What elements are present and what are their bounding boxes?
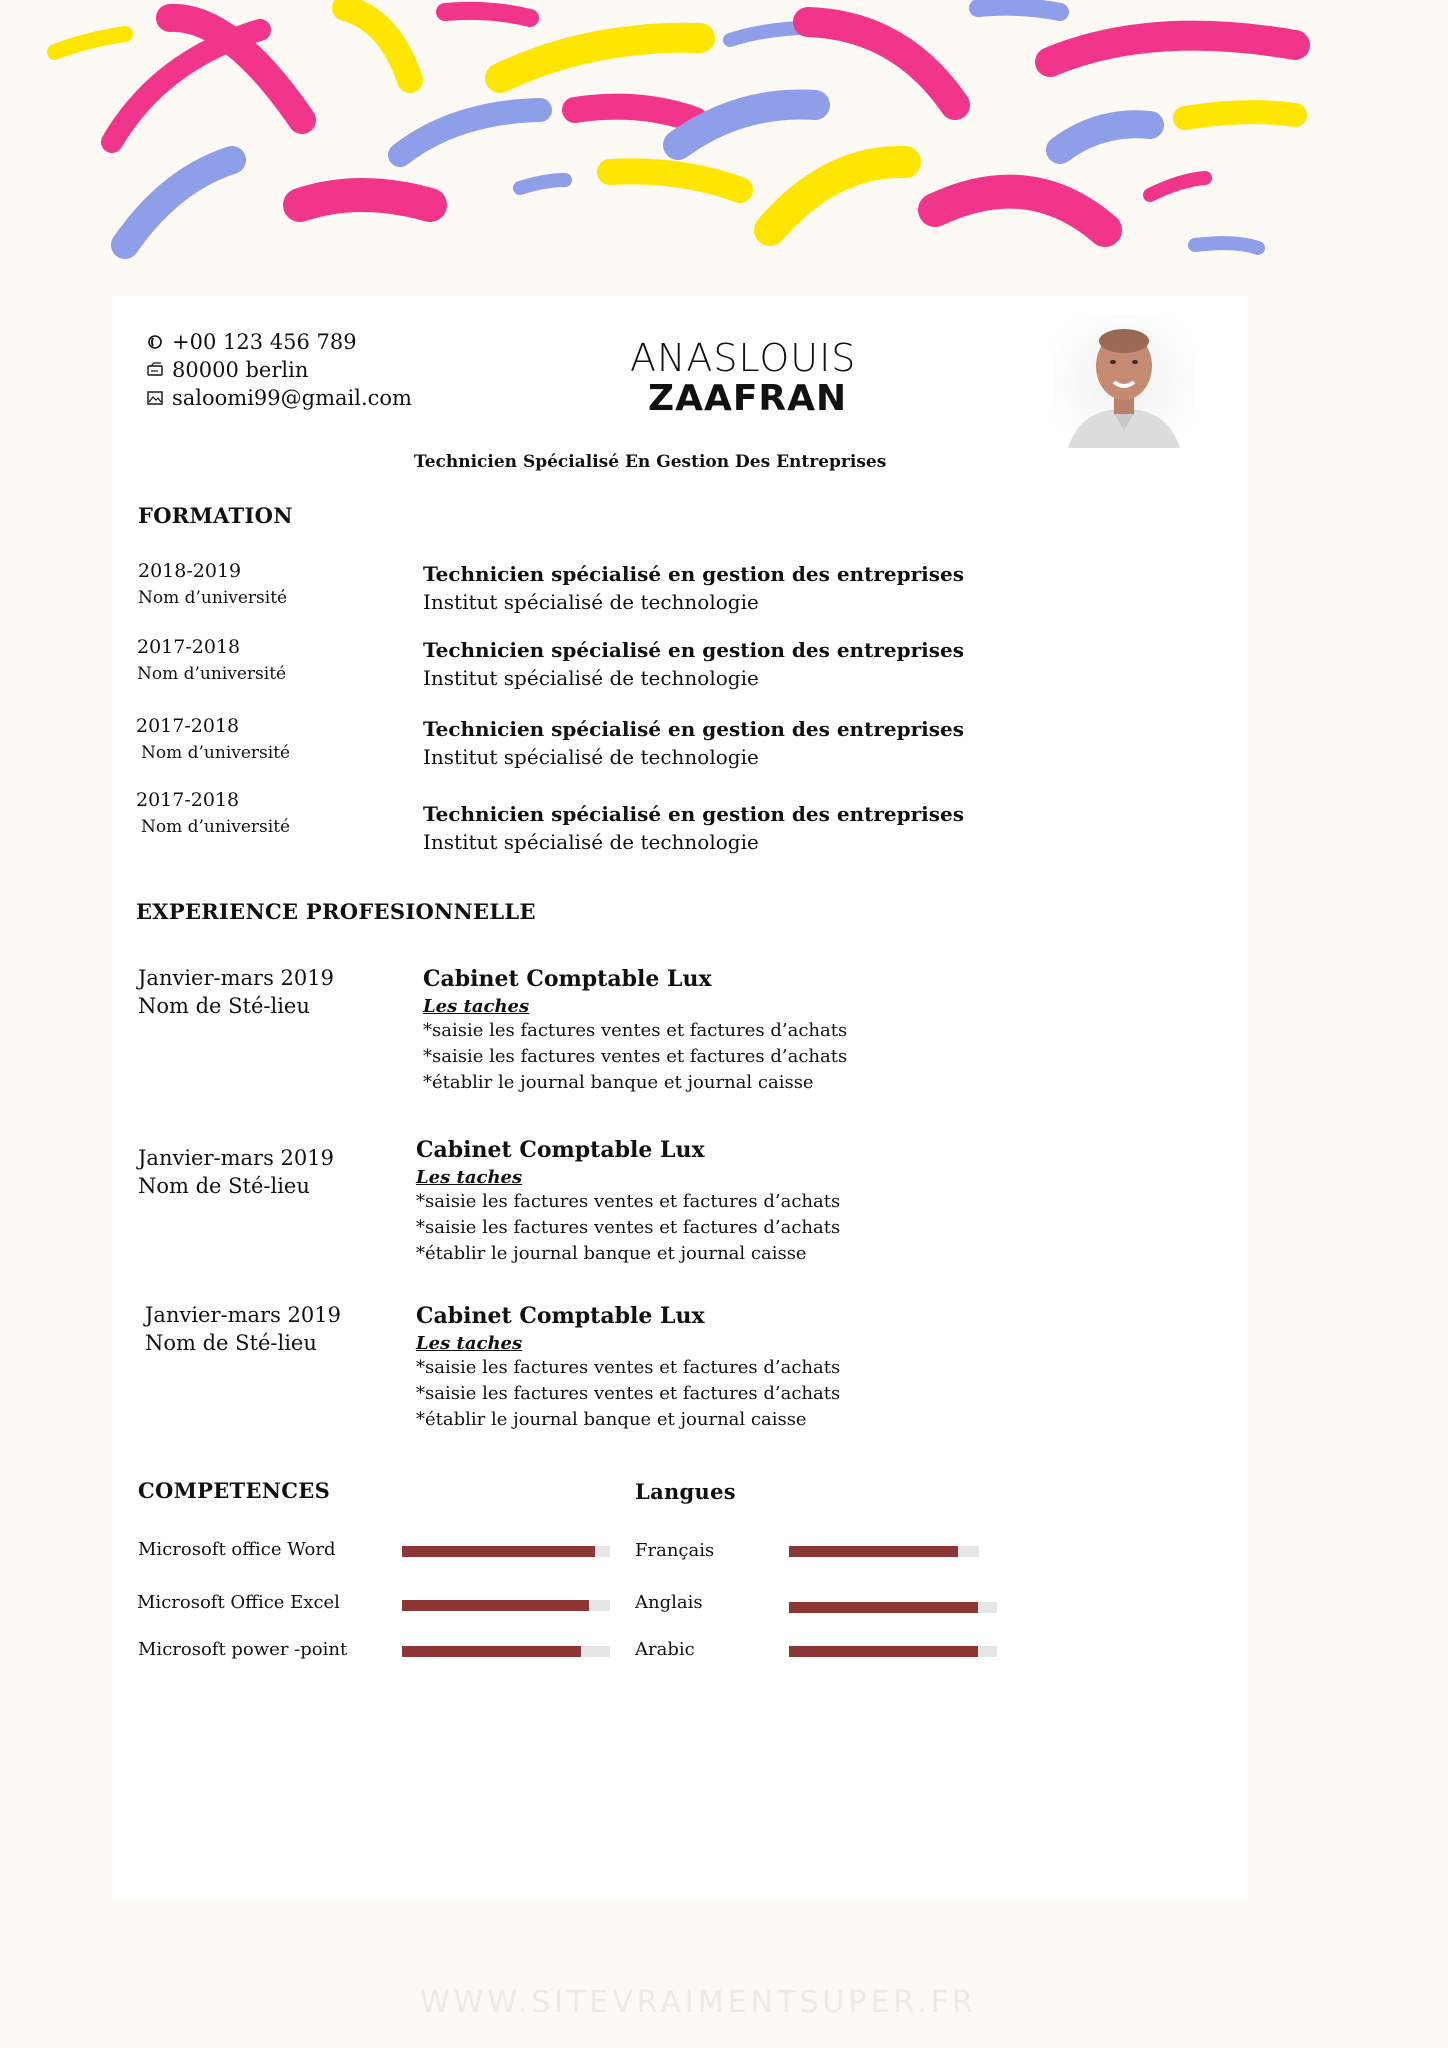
contact-phone <box>146 330 357 354</box>
brush-stroke <box>1060 124 1150 150</box>
experience-place: Nom de Sté-lieu <box>138 994 310 1018</box>
formation-degree: Technicien spécialisé en gestion des entreprises <box>423 638 964 662</box>
formation-university: Nom d’université <box>141 743 291 763</box>
skill-bar-fill <box>402 1546 595 1557</box>
experience-period: Janvier-mars 2019 <box>138 966 334 990</box>
last-name: ZAAFRAN <box>648 378 848 419</box>
skill-label: Microsoft office Word <box>138 1539 336 1560</box>
contact-email <box>146 386 412 410</box>
language-bar-fill <box>789 1646 978 1657</box>
brush-stroke <box>1150 178 1205 195</box>
formation-years: 2017-2018 <box>136 789 240 811</box>
experience-place: Nom de Sté-lieu <box>145 1331 317 1355</box>
mail-icon <box>146 389 164 407</box>
brush-stroke <box>445 11 530 18</box>
skill-label: Microsoft Office Excel <box>137 1592 340 1613</box>
section-title-formation: FORMATION <box>138 503 293 528</box>
language-label: Arabic <box>635 1639 695 1660</box>
cv-sheet <box>112 296 1248 1900</box>
formation-degree: Technicien spécialisé en gestion des entreprises <box>423 802 964 826</box>
formation-institute: Institut spécialisé de technologie <box>423 590 759 614</box>
formation-institute: Institut spécialisé de technologie <box>423 745 759 769</box>
brush-stroke <box>520 180 565 188</box>
experience-company: Cabinet Comptable Lux <box>423 966 712 992</box>
formation-degree: Technicien spécialisé en gestion des entreprises <box>423 717 964 741</box>
experience-task: *établir le journal banque et journal caisse <box>416 1409 807 1430</box>
brush-stroke <box>808 22 955 105</box>
experience-tasks-label: Les taches <box>416 1167 523 1188</box>
experience-period: Janvier-mars 2019 <box>145 1303 341 1327</box>
formation-years: 2018-2019 <box>138 560 242 582</box>
language-label: Français <box>635 1540 715 1561</box>
brush-stroke <box>400 110 540 155</box>
formation-institute: Institut spécialisé de technologie <box>423 666 759 690</box>
formation-university: Nom d’université <box>141 817 291 837</box>
brush-stroke <box>55 34 125 52</box>
brush-stroke <box>1195 243 1258 248</box>
contact-email-text: saloomi99@gmail.com <box>172 386 412 410</box>
brush-stroke <box>978 7 1060 12</box>
brush-stroke <box>770 162 905 230</box>
language-bar <box>789 1602 997 1613</box>
phone-icon <box>146 333 164 351</box>
contact-address <box>146 358 308 382</box>
formation-university: Nom d’université <box>137 664 287 684</box>
brush-stroke <box>935 192 1105 230</box>
brush-stroke <box>730 28 800 40</box>
brush-stroke <box>1185 112 1295 118</box>
brush-stroke-decoration <box>0 0 1448 280</box>
skill-bar <box>402 1646 610 1657</box>
experience-task: *saisie les factures ventes et factures d’achats <box>416 1383 841 1404</box>
experience-task: *établir le journal banque et journal caisse <box>416 1243 807 1264</box>
brush-stroke <box>300 195 430 205</box>
brush-stroke <box>1050 36 1295 62</box>
language-label: Anglais <box>635 1592 703 1613</box>
section-title-competences: COMPETENCES <box>138 1478 331 1503</box>
skill-bar <box>402 1546 610 1557</box>
experience-task: *établir le journal banque et journal caisse <box>423 1072 814 1093</box>
skill-bar-fill <box>402 1646 581 1657</box>
experience-period: Janvier-mars 2019 <box>138 1146 334 1170</box>
footer-watermark: WWW.SITEVRAIMENTSUPER.FR <box>420 1985 977 2020</box>
skill-label: Microsoft power -point <box>138 1639 348 1660</box>
section-title-experience: EXPERIENCE PROFESIONNELLE <box>136 899 536 924</box>
formation-institute: Institut spécialisé de technologie <box>423 830 759 854</box>
skill-bar-fill <box>402 1600 589 1611</box>
contact-phone-text: +00 123 456 789 <box>172 330 357 354</box>
language-bar-fill <box>789 1602 978 1613</box>
job-title: Technicien Spécialisé En Gestion Des Entreprises <box>414 452 887 472</box>
brush-stroke <box>575 107 695 120</box>
brush-stroke <box>112 30 260 142</box>
contact-address-text: 80000 berlin <box>172 358 309 382</box>
formation-university: Nom d’université <box>138 588 288 608</box>
brush-stroke <box>500 38 700 78</box>
experience-task: *saisie les factures ventes et factures d’achats <box>423 1046 848 1067</box>
brush-stroke <box>345 8 410 80</box>
formation-years: 2017-2018 <box>136 715 240 737</box>
experience-company: Cabinet Comptable Lux <box>416 1137 705 1163</box>
experience-place: Nom de Sté-lieu <box>138 1174 310 1198</box>
brush-stroke <box>610 171 740 190</box>
experience-task: *saisie les factures ventes et factures d’achats <box>423 1020 848 1041</box>
first-name: ANASLOUIS <box>630 336 857 380</box>
formation-years: 2017-2018 <box>137 636 241 658</box>
language-bar <box>789 1546 979 1557</box>
experience-tasks-label: Les taches <box>423 996 530 1017</box>
experience-task: *saisie les factures ventes et factures d’achats <box>416 1191 841 1212</box>
experience-task: *saisie les factures ventes et factures d’achats <box>416 1357 841 1378</box>
avatar <box>1054 314 1194 448</box>
experience-company: Cabinet Comptable Lux <box>416 1303 705 1329</box>
formation-degree: Technicien spécialisé en gestion des entreprises <box>423 562 964 586</box>
experience-tasks-label: Les taches <box>416 1333 523 1354</box>
language-bar-fill <box>789 1546 958 1557</box>
brush-stroke <box>125 160 232 245</box>
address-icon <box>146 361 164 379</box>
section-title-langues: Langues <box>635 1479 736 1504</box>
experience-task: *saisie les factures ventes et factures d’achats <box>416 1217 841 1238</box>
language-bar <box>789 1646 997 1657</box>
skill-bar <box>402 1600 610 1611</box>
